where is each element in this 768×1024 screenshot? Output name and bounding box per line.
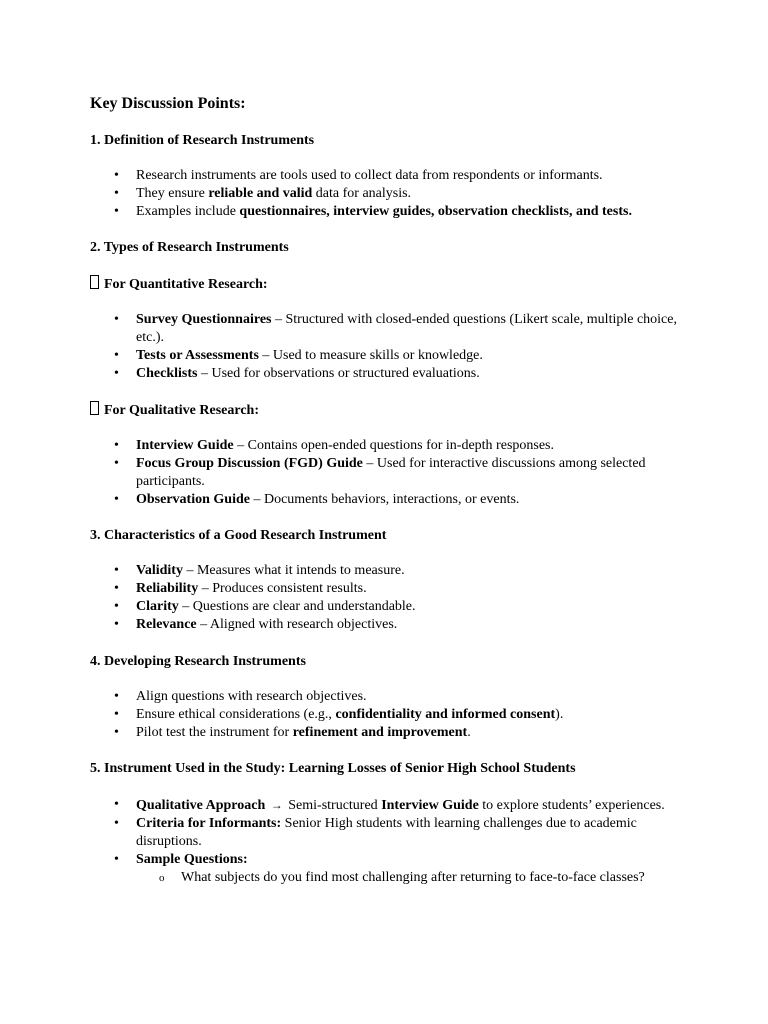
term-text: Validity — [136, 563, 183, 578]
section-1-list — [0, 167, 696, 221]
bullet-glyph: • — [114, 312, 119, 327]
bold-text: questionnaires, interview guides, observation checklists, and tests. — [239, 204, 632, 219]
desc-text: – Aligned with research objectives. — [196, 617, 398, 632]
list-item-text: . — [467, 725, 471, 740]
list-item — [0, 706, 696, 724]
list-item — [0, 365, 696, 383]
desc-text: – Documents behaviors, interactions, or events. — [249, 492, 520, 507]
desc-text: – Contains open-ended questions for in-depth responses. — [233, 438, 554, 453]
quantitative-subheading — [90, 275, 268, 294]
term-text: Checklists — [136, 366, 198, 381]
bullet-glyph: • — [114, 186, 119, 201]
list-item-text: Examples include — [136, 204, 240, 219]
bold-text: reliable and valid — [208, 186, 313, 201]
bullet-glyph: • — [114, 581, 119, 596]
desc-text: – Used to measure skills or knowledge. — [258, 348, 483, 363]
list-item-text: data for analysis. — [312, 186, 412, 201]
bullet-glyph: • — [114, 816, 119, 831]
subheading-text: For Quantitative Research: — [104, 277, 268, 292]
term-text: Clarity — [136, 599, 179, 614]
bullet-glyph: • — [114, 438, 119, 453]
bullet-glyph: • — [114, 725, 119, 740]
list-item-text: Pilot test the instrument for — [136, 725, 293, 740]
desc-text: – Structured with closed-ended questions (Likert scale, multiple choice, etc.). — [136, 312, 677, 345]
bullet-glyph: • — [114, 852, 119, 867]
list-item-text: ). — [555, 707, 564, 722]
bullet-glyph: • — [114, 348, 119, 363]
bold-text: refinement and improvement — [292, 725, 468, 740]
bullet-glyph: • — [114, 707, 119, 722]
list-item — [0, 562, 696, 580]
bullet-glyph: • — [114, 366, 119, 381]
list-item-text: Semi-structured — [284, 798, 382, 813]
qualitative-list — [0, 437, 696, 509]
list-item — [0, 167, 696, 185]
section-1-heading: 1. Definition of Research Instruments — [90, 133, 315, 148]
bullet-glyph: • — [114, 689, 119, 704]
list-item-text: to explore students’ experiences. — [478, 798, 665, 813]
section-4-heading: 4. Developing Research Instruments — [90, 654, 306, 669]
section-4-list — [0, 688, 696, 742]
term-text: Criteria for Informants: — [136, 816, 282, 831]
desc-text: Senior High students with learning challenges due to academic disruptions. — [136, 816, 637, 849]
term-text: Observation Guide — [136, 492, 250, 507]
term-text: Interview Guide — [136, 438, 234, 453]
list-item — [0, 616, 696, 634]
sub-list-item — [159, 869, 651, 887]
bullet-glyph: • — [114, 599, 119, 614]
qualitative-subheading — [90, 401, 259, 420]
term-text: Relevance — [136, 617, 197, 632]
bullet-glyph: • — [114, 204, 119, 219]
right-arrow-icon: → — [270, 798, 283, 812]
section-3-list — [0, 562, 696, 634]
list-item-text: They ensure — [136, 186, 209, 201]
list-item-text: Ensure ethical considerations (e.g., — [136, 707, 336, 722]
term-text: Qualitative Approach — [136, 798, 266, 813]
list-item — [0, 598, 696, 616]
bold-text: confidentiality and informed consent — [335, 707, 556, 722]
list-item — [0, 437, 696, 455]
sample-questions-list — [136, 869, 696, 887]
desc-text: – Produces consistent results. — [198, 581, 367, 596]
bullet-glyph: • — [114, 617, 119, 632]
hollow-bullet-glyph: o — [159, 872, 165, 884]
quantitative-list — [0, 311, 696, 383]
list-item — [0, 185, 696, 203]
list-item-text: Align questions with research objectives. — [136, 689, 367, 704]
section-5-heading: 5. Instrument Used in the Study: Learning Losses of Senior High School Students — [90, 761, 576, 776]
term-text: Reliability — [136, 581, 199, 596]
bullet-glyph: • — [114, 492, 119, 507]
section-3-heading: 3. Characteristics of a Good Research Instrument — [90, 528, 387, 543]
bullet-glyph: • — [114, 168, 119, 183]
bold-text: Interview Guide — [381, 798, 479, 813]
checkbox-icon — [90, 401, 99, 415]
bullet-glyph: • — [114, 563, 119, 578]
term-text: Focus Group Discussion (FGD) Guide — [136, 456, 363, 471]
list-item — [0, 724, 696, 742]
sub-list-item-text: What subjects do you find most challenging after returning to face-to-face classes? — [181, 870, 645, 885]
checkbox-icon — [90, 275, 99, 289]
bullet-glyph: • — [114, 456, 119, 471]
list-item — [0, 455, 696, 491]
bullet-glyph: • — [114, 797, 119, 812]
list-item-text: Research instruments are tools used to collect data from respondents or informants. — [136, 168, 603, 183]
term-text: Tests or Assessments — [136, 348, 259, 363]
section-5-list — [0, 796, 696, 887]
list-item — [0, 311, 696, 347]
list-item — [0, 815, 696, 851]
list-item — [0, 580, 696, 598]
list-item — [0, 203, 696, 221]
list-item — [0, 796, 696, 815]
list-item — [0, 851, 696, 887]
desc-text: – Measures what it intends to measure. — [182, 563, 405, 578]
desc-text: – Used for observations or structured evaluations. — [197, 366, 480, 381]
term-text: Survey Questionnaires — [136, 312, 272, 327]
subheading-text: For Qualitative Research: — [104, 403, 260, 418]
term-text: Sample Questions: — [136, 852, 248, 867]
desc-text: – Used for interactive discussions among selected participants. — [136, 456, 646, 489]
list-item — [0, 491, 696, 509]
page-title: Key Discussion Points: — [90, 95, 246, 112]
section-2-heading: 2. Types of Research Instruments — [90, 240, 289, 255]
list-item — [0, 688, 696, 706]
list-item — [0, 347, 696, 365]
desc-text: – Questions are clear and understandable. — [178, 599, 416, 614]
